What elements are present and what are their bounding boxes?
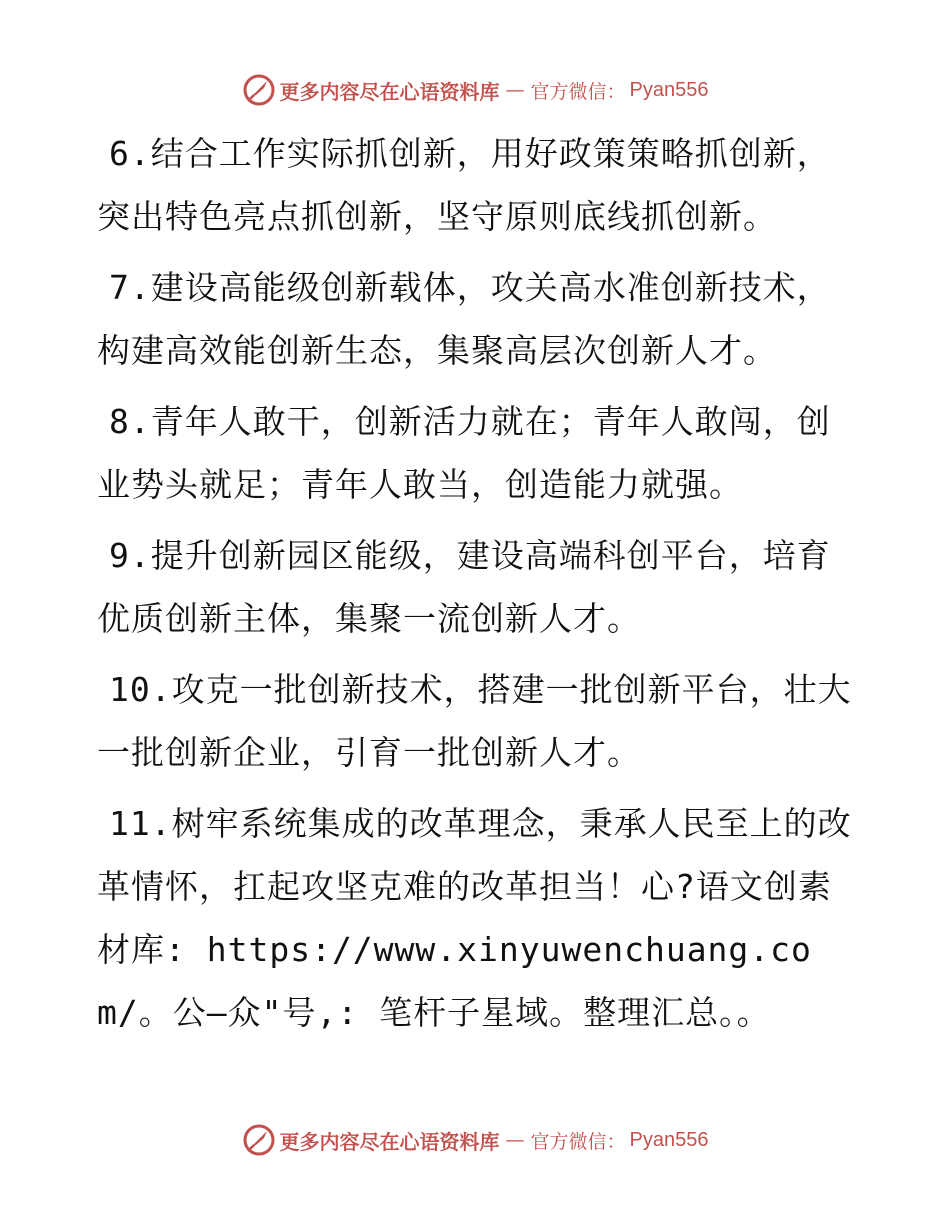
watermark-inner [242, 1123, 709, 1157]
paragraph-10: 10.攻克一批创新技术，搭建一批创新平台，壮大一批创新企业，引育一批创新人才。 [97, 670, 852, 772]
watermark-separator: — [505, 1129, 525, 1151]
document-body [97, 122, 857, 1052]
footer-watermark [0, 1120, 950, 1160]
header-watermark [0, 70, 950, 110]
paragraph-9: 9.提升创新园区能级，建设高端科创平台，培育优质创新主体，集聚一流创新人才。 [97, 536, 831, 638]
watermark-official-label: 官方微信： [530, 80, 626, 103]
watermark-brand: 更多内容尽在心语资料库 [279, 79, 500, 104]
paragraph-6: 6.结合工作实际抓创新，用好政策策略抓创新，突出特色亮点抓创新，坚守原则底线抓创新。 [97, 134, 831, 236]
watermark-inner [242, 73, 709, 107]
paragraph-7: 7.建设高能级创新载体，攻关高水准创新技术，构建高效能创新生态，集聚高层次创新人才。 [97, 268, 831, 370]
watermark-brand: 更多内容尽在心语资料库 [279, 1129, 500, 1154]
paragraph-11: 11.树牢系统集成的改革理念，秉承人民至上的改革情怀，扛起攻坚克难的改革担当！心?语文创素材库: https://www.xinyuwenchuang.com/。公—众"号,: 笔杆子星域。整理汇总。。 [97, 804, 852, 1032]
watermark-official-label: 官方微信： [530, 1130, 626, 1153]
watermark-wechat-id: Pyan556 [629, 1128, 709, 1151]
watermark-separator: — [505, 79, 525, 101]
watermark-wechat-id: Pyan556 [629, 78, 709, 101]
quill-logo-icon [242, 1123, 276, 1157]
paragraph-8: 8.青年人敢干，创新活力就在；青年人敢闯，创业势头就足；青年人敢当，创造能力就强。 [97, 402, 831, 504]
quill-logo-icon [242, 73, 276, 107]
